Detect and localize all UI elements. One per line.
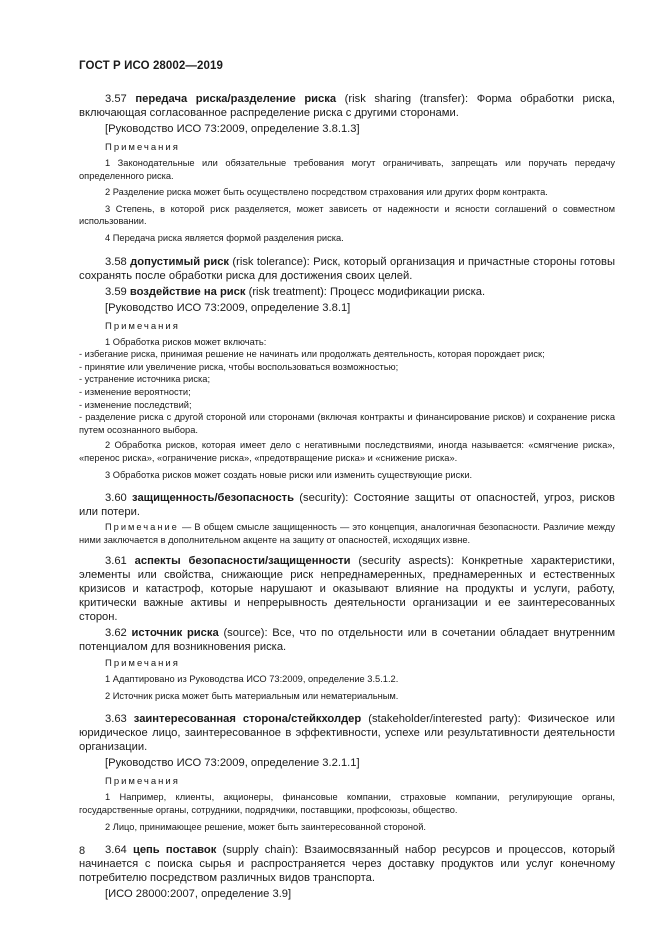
term-3-57: 3.57 передача риска/разделение риска (risk sharing (transfer): Форма обработки риска, включающая согласованное распределение риска с другими сторонами.	[79, 93, 616, 119]
notes-heading: Примечания	[105, 320, 180, 332]
note-item: 2 Разделение риска может быть осуществлено посредством страхования или других форм контракта.	[105, 187, 548, 198]
list-item: - избегание риска, принимая решение не начинать или продолжать деятельность, которая порождает риск;	[79, 349, 545, 360]
note-item: 3 Степень, в которой риск разделяется, может зависеть от надежности и ясности соглашений о совместном использовании.	[79, 203, 615, 227]
notes-heading: Примечания	[105, 776, 180, 788]
term-name: защищенность/безопасность	[132, 492, 295, 505]
list-item: - изменение вероятности;	[79, 386, 191, 397]
list-item: - принятие или увеличение риска, чтобы воспользоваться возможностью;	[79, 361, 399, 372]
note-item: 2 Источник риска может быть материальным или нематериальным.	[105, 690, 399, 701]
term-reference: [Руководство ИСО 73:2009, определение 3.8.1]	[105, 301, 351, 314]
note-item: 3 Обработка рисков может создать новые риски или изменить существующие риски.	[105, 469, 473, 480]
note-item: 1 Обработка рисков может включать:	[105, 336, 267, 347]
list-item: - разделение риска с другой стороной или сторонами (включая контракты и финансирование рисков) и сохранение риска путем осознанного выбора.	[79, 412, 615, 435]
list-item: - изменение последствий;	[79, 399, 192, 410]
term-name: источник риска	[131, 627, 219, 640]
term-name: воздействие на риск	[129, 285, 246, 298]
term-name: цепь поставок	[132, 844, 217, 857]
document-header: ГОСТ Р ИСО 28002—2019	[79, 60, 224, 72]
page-number: 8	[79, 845, 86, 857]
term-3-58: 3.58 допустимый риск (risk tolerance): Риск, который организация и причастные стороны готовы сохранять после обработки риска для достижения своих целей.	[79, 255, 616, 282]
note-item: Примечание — В общем смысле защищенность — это концепция, аналогичная безопасности. Различие между ними заключается в дополнительном акценте на защиту от опасностей, исходящих извне.	[79, 522, 615, 545]
notes-heading: Примечания	[105, 142, 180, 153]
term-3-62: 3.62 источник риска (source): Все, что по отдельности или в сочетании обладает внутренним потенциалом для возникновения риска.	[79, 627, 616, 654]
term-name: допустимый риск	[130, 255, 230, 268]
term-name: заинтересованная сторона/стейкхолдер	[133, 713, 362, 726]
term-3-63: 3.63 заинтересованная сторона/стейкхолдер (stakeholder/interested party): Физическое или юридическое лицо, заинтересованное в эффективности, успехе или результативности деятельности организации.	[79, 713, 615, 754]
note-item: 2 Обработка рисков, которая имеет дело с негативными последствиями, иногда называется: «смягчение риска», «перенос риска», «ограничение риска», «предотвращение риска» и «снижение риска».	[79, 440, 615, 463]
note-item: 4 Передача риска является формой разделения риска.	[105, 232, 344, 243]
note-item: 1 Например, клиенты, акционеры, финансовые компании, страховые компании, регулирующие органы, государственные органы, сотрудники, подрядчики, поставщики, профсоюзы, общество.	[79, 792, 615, 816]
term-3-60: 3.60 защищенность/безопасность (security): Состояние защиты от опасностей, угроз, рисков или потери.	[79, 492, 616, 519]
note-item: 1 Адаптировано из Руководства ИСО 73:2009, определение 3.5.1.2.	[105, 674, 399, 685]
term-3-59: 3.59 воздействие на риск (risk treatment): Процесс модификации риска.	[105, 285, 486, 298]
term-reference: [Руководство ИСО 73:2009, определение 3.2.1.1]	[105, 757, 360, 770]
page-content	[79, 92, 615, 907]
term-3-61: 3.61 аспекты безопасности/защищенности (security aspects): Конкретные характеристики, элементы или свойства, снижающие риск непреднамеренных, преднамеренных и естественных кризисов и катастроф, которые нарушают и оказывают влияние на продукты и услуги, работу, критически важные активы и непрерывность деятельности организации и ее заинтересованных сторон.	[79, 555, 616, 624]
term-reference: [ИСО 28000:2007, определение 3.9]	[105, 888, 292, 901]
note-label: Примечание	[105, 522, 179, 533]
list-item: - устранение источника риска;	[79, 374, 211, 385]
term-reference: [Руководство ИСО 73:2009, определение 3.8.1.3]	[105, 123, 360, 135]
term-name: аспекты безопасности/защищенности	[134, 555, 351, 568]
note-item: 1 Законодательные или обязательные требования могут ограничивать, запрещать или поручать передачу определенного риска.	[79, 158, 615, 181]
note-item: 2 Лицо, принимающее решение, может быть заинтересованной стороной.	[105, 821, 427, 832]
term-3-64: 3.64 цепь поставок (supply chain): Взаимосвязанный набор ресурсов и процессов, который начинается с поиска сырья и распространяется через доставку продуктов или услуг конечному потребителю посредством различных видов транспорта.	[79, 844, 616, 885]
notes-heading: Примечания	[105, 658, 180, 670]
term-name: передача риска/разделение риска	[135, 93, 337, 105]
